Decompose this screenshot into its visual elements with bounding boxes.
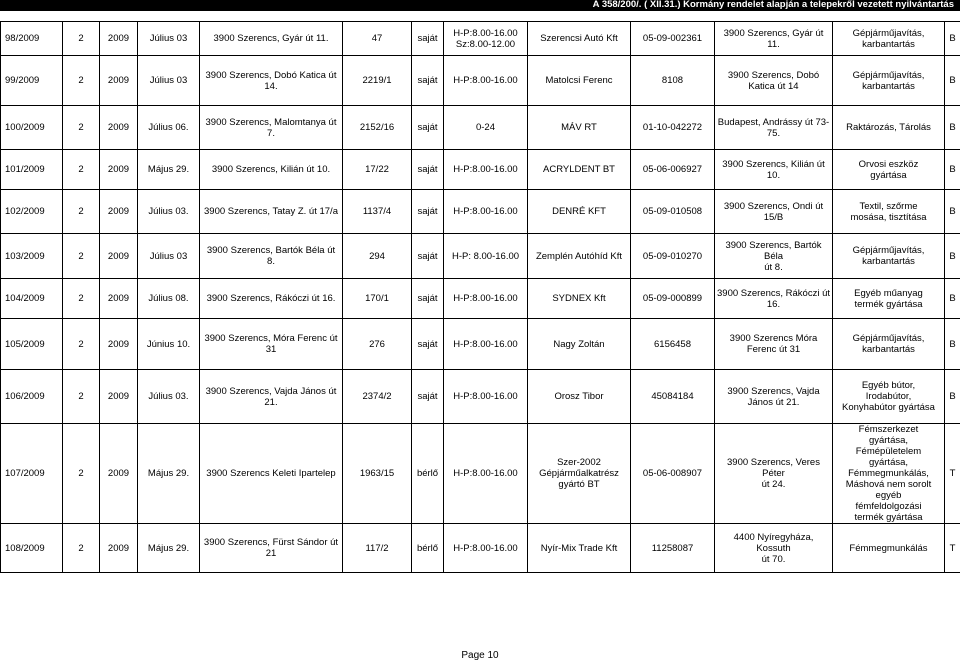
table-cell: 106/2009 xyxy=(1,370,63,424)
table-cell: 05-06-008907 xyxy=(631,424,715,524)
table-cell: Gépjárműjavítás, karbantartás xyxy=(833,22,945,56)
table-cell: 2009 xyxy=(100,524,138,573)
table-cell: saját xyxy=(412,56,444,106)
registry-table xyxy=(0,21,960,573)
table-cell: 101/2009 xyxy=(1,150,63,190)
table-cell: 47 xyxy=(343,22,412,56)
table-cell: saját xyxy=(412,234,444,279)
table-cell: 99/2009 xyxy=(1,56,63,106)
table-cell: B xyxy=(945,190,960,234)
table-row xyxy=(1,56,960,106)
table-cell: Fémszerkezet gyártása, Fémépületelem gyártása, Fémmegmunkálás, Máshová nem sorolt egyéb fémfeldolgozási termék gyártása xyxy=(833,424,945,524)
table-cell: H-P:8.00-16.00 xyxy=(444,190,528,234)
table-cell: H-P:8.00-16.00 xyxy=(444,424,528,524)
table-cell: 2 xyxy=(63,234,100,279)
table-cell: 2 xyxy=(63,150,100,190)
table-cell: saját xyxy=(412,106,444,150)
table-cell: Július 03 xyxy=(138,22,200,56)
table-row xyxy=(1,22,960,56)
table-cell: 3900 Szerencs, Ondi út 15/B xyxy=(715,190,833,234)
table-cell: 3900 Szerencs Móra Ferenc út 31 xyxy=(715,319,833,370)
table-cell: 3900 Szerencs, Rákóczi út 16. xyxy=(715,279,833,319)
table-cell: 6156458 xyxy=(631,319,715,370)
table-cell: 2 xyxy=(63,319,100,370)
table-row xyxy=(1,424,960,524)
table-cell: saját xyxy=(412,22,444,56)
table-row xyxy=(1,370,960,424)
table-cell: 3900 Szerencs, Fürst Sándor út 21 xyxy=(200,524,343,573)
table-cell: DENRÉ KFT xyxy=(528,190,631,234)
table-cell: Egyéb bútor, Irodabútor, Konyhabútor gyártása xyxy=(833,370,945,424)
table-cell: B xyxy=(945,56,960,106)
table-cell: 11258087 xyxy=(631,524,715,573)
table-cell: Budapest, Andrássy út 73- 75. xyxy=(715,106,833,150)
table-cell: Július 06. xyxy=(138,106,200,150)
table-cell: B xyxy=(945,106,960,150)
table-cell: Július 03 xyxy=(138,234,200,279)
header-title: A 358/200/. ( XII.31.) Kormány rendelet alapján a telepekről vezetett nyilvántartás xyxy=(592,0,954,10)
table-cell: SYDNEX Kft xyxy=(528,279,631,319)
table-cell: T xyxy=(945,424,960,524)
table-cell: 2009 xyxy=(100,56,138,106)
table-cell: Július 08. xyxy=(138,279,200,319)
header-bar xyxy=(0,0,960,11)
table-cell: 2 xyxy=(63,106,100,150)
table-cell: 2219/1 xyxy=(343,56,412,106)
table-cell: 2 xyxy=(63,279,100,319)
table-row xyxy=(1,190,960,234)
table-cell: 3900 Szerencs Keleti Ipartelep xyxy=(200,424,343,524)
page-footer xyxy=(0,650,960,661)
table-cell: 102/2009 xyxy=(1,190,63,234)
table-cell: Matolcsi Ferenc xyxy=(528,56,631,106)
table-cell: 05-09-002361 xyxy=(631,22,715,56)
table-row xyxy=(1,279,960,319)
table-cell: 45084184 xyxy=(631,370,715,424)
table-cell: 2152/16 xyxy=(343,106,412,150)
table-cell: 4400 Nyíregyháza, Kossuth út 70. xyxy=(715,524,833,573)
table-cell: Nyír-Mix Trade Kft xyxy=(528,524,631,573)
table-cell: H-P:8.00-16.00 xyxy=(444,370,528,424)
table-cell: 2 xyxy=(63,524,100,573)
table-row xyxy=(1,106,960,150)
table-cell: H-P:8.00-16.00 xyxy=(444,319,528,370)
table-cell: H-P:8.00-16.00 xyxy=(444,150,528,190)
table-cell: Textil, szőrme mosása, tisztítása xyxy=(833,190,945,234)
table-cell: 05-09-010270 xyxy=(631,234,715,279)
table-cell: 2374/2 xyxy=(343,370,412,424)
table-cell: 3900 Szerencs, Móra Ferenc út 31 xyxy=(200,319,343,370)
table-cell: 2009 xyxy=(100,22,138,56)
table-cell: Szerencsi Autó Kft xyxy=(528,22,631,56)
table-cell: H-P:8.00-16.00 xyxy=(444,524,528,573)
table-cell: Zemplén Autóhíd Kft xyxy=(528,234,631,279)
table-row xyxy=(1,524,960,573)
table-cell: saját xyxy=(412,370,444,424)
table-cell: B xyxy=(945,150,960,190)
table-row xyxy=(1,234,960,279)
table-cell: Szer-2002 Gépjárműalkatrész gyártó BT xyxy=(528,424,631,524)
table-row xyxy=(1,150,960,190)
table-cell: 05-09-010508 xyxy=(631,190,715,234)
table-cell: Május 29. xyxy=(138,150,200,190)
table-cell: Gépjárműjavítás, karbantartás xyxy=(833,234,945,279)
table-cell: Július 03. xyxy=(138,190,200,234)
table-row xyxy=(1,319,960,370)
registry-table-body xyxy=(1,22,960,573)
table-cell: Július 03. xyxy=(138,370,200,424)
table-cell: 108/2009 xyxy=(1,524,63,573)
table-cell: 3900 Szerencs, Bartók Béla út 8. xyxy=(200,234,343,279)
table-cell: 3900 Szerencs, Dobó Katica út 14 xyxy=(715,56,833,106)
table-cell: 2 xyxy=(63,424,100,524)
table-cell: bérlő xyxy=(412,524,444,573)
table-cell: 2009 xyxy=(100,370,138,424)
table-cell: 3900 Szerencs, Kilián út 10. xyxy=(200,150,343,190)
table-cell: saját xyxy=(412,319,444,370)
table-cell: ACRYLDENT BT xyxy=(528,150,631,190)
table-cell: 103/2009 xyxy=(1,234,63,279)
table-cell: MÁV RT xyxy=(528,106,631,150)
table-cell: Június 10. xyxy=(138,319,200,370)
table-cell: B xyxy=(945,234,960,279)
table-cell: 2009 xyxy=(100,424,138,524)
table-cell: saját xyxy=(412,150,444,190)
table-cell: 3900 Szerencs, Rákóczi út 16. xyxy=(200,279,343,319)
table-cell: 2009 xyxy=(100,190,138,234)
table-cell: 3900 Szerencs, Veres Péter út 24. xyxy=(715,424,833,524)
table-cell: 17/22 xyxy=(343,150,412,190)
table-cell: H-P:8.00-16.00 Sz:8.00-12.00 xyxy=(444,22,528,56)
table-cell: H-P: 8.00-16.00 xyxy=(444,234,528,279)
table-cell: 2 xyxy=(63,22,100,56)
table-cell: 05-09-000899 xyxy=(631,279,715,319)
table-cell: 117/2 xyxy=(343,524,412,573)
table-cell: B xyxy=(945,22,960,56)
table-cell: 01-10-042272 xyxy=(631,106,715,150)
table-cell: Fémmegmunkálás xyxy=(833,524,945,573)
table-cell: 104/2009 xyxy=(1,279,63,319)
table-cell: 2009 xyxy=(100,279,138,319)
table-cell: 276 xyxy=(343,319,412,370)
table-cell: 8108 xyxy=(631,56,715,106)
page-number: Page 10 xyxy=(461,650,499,661)
table-cell: Egyéb műanyag termék gyártása xyxy=(833,279,945,319)
table-cell: Május 29. xyxy=(138,424,200,524)
table-cell: 3900 Szerencs, Bartók Béla út 8. xyxy=(715,234,833,279)
table-cell: Május 29. xyxy=(138,524,200,573)
table-cell: 2 xyxy=(63,190,100,234)
table-cell: 1137/4 xyxy=(343,190,412,234)
table-cell: B xyxy=(945,370,960,424)
table-cell: Gépjárműjavítás, karbantartás xyxy=(833,56,945,106)
table-cell: 107/2009 xyxy=(1,424,63,524)
table-cell: bérlő xyxy=(412,424,444,524)
table-cell: 05-06-006927 xyxy=(631,150,715,190)
table-cell: 3900 Szerencs, Vajda János út 21. xyxy=(715,370,833,424)
table-cell: 3900 Szerencs, Gyár út 11. xyxy=(200,22,343,56)
table-cell: H-P:8.00-16.00 xyxy=(444,56,528,106)
table-cell: Nagy Zoltán xyxy=(528,319,631,370)
table-cell: 105/2009 xyxy=(1,319,63,370)
table-cell: 170/1 xyxy=(343,279,412,319)
table-cell: Gépjárműjavítás, karbantartás xyxy=(833,319,945,370)
table-cell: B xyxy=(945,279,960,319)
table-cell: 100/2009 xyxy=(1,106,63,150)
table-cell: T xyxy=(945,524,960,573)
table-cell: saját xyxy=(412,279,444,319)
table-cell: H-P:8.00-16.00 xyxy=(444,279,528,319)
table-cell: 3900 Szerencs, Kilián út 10. xyxy=(715,150,833,190)
table-cell: 2009 xyxy=(100,319,138,370)
table-cell: Július 03 xyxy=(138,56,200,106)
table-cell: 0-24 xyxy=(444,106,528,150)
table-cell: B xyxy=(945,319,960,370)
table-cell: 294 xyxy=(343,234,412,279)
table-cell: 2009 xyxy=(100,150,138,190)
table-cell: 3900 Szerencs, Malomtanya út 7. xyxy=(200,106,343,150)
table-cell: 2 xyxy=(63,56,100,106)
table-cell: Orosz Tibor xyxy=(528,370,631,424)
table-cell: 3900 Szerencs, Vajda János út 21. xyxy=(200,370,343,424)
table-cell: 3900 Szerencs, Tatay Z. út 17/a xyxy=(200,190,343,234)
table-cell: 3900 Szerencs, Gyár út 11. xyxy=(715,22,833,56)
table-cell: 1963/15 xyxy=(343,424,412,524)
table-cell: 98/2009 xyxy=(1,22,63,56)
table-cell: 2 xyxy=(63,370,100,424)
table-cell: 2009 xyxy=(100,234,138,279)
table-cell: saját xyxy=(412,190,444,234)
table-cell: Orvosi eszköz gyártása xyxy=(833,150,945,190)
table-cell: 2009 xyxy=(100,106,138,150)
table-cell: Raktározás, Tárolás xyxy=(833,106,945,150)
table-cell: 3900 Szerencs, Dobó Katica út 14. xyxy=(200,56,343,106)
